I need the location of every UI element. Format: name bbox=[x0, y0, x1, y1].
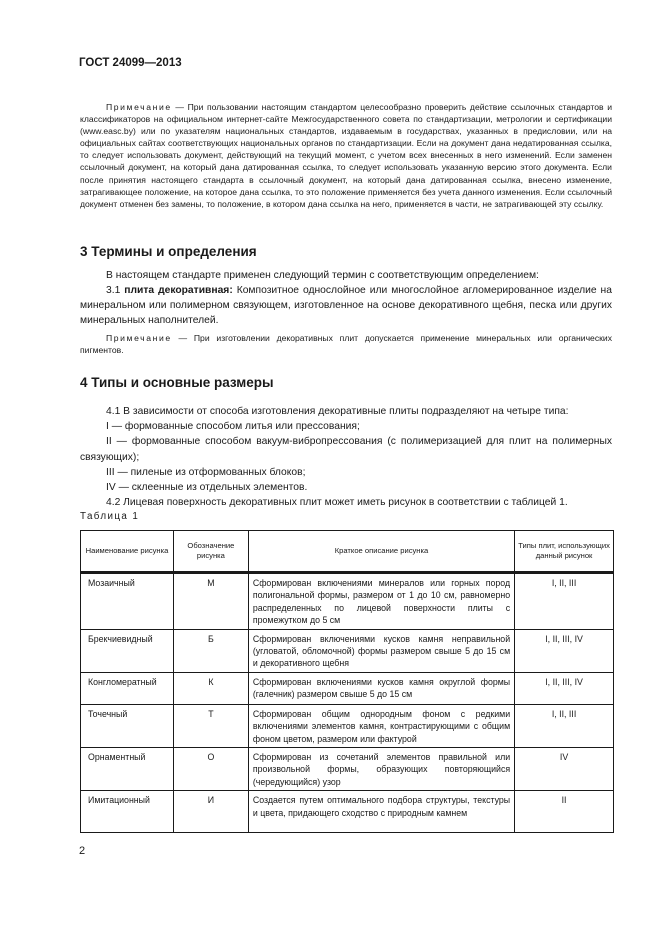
pattern-code: М bbox=[173, 573, 248, 630]
pattern-code: К bbox=[173, 672, 248, 704]
header-pattern-code: Обозначение рисунка bbox=[173, 531, 248, 573]
pattern-code: О bbox=[173, 748, 248, 791]
pattern-name: Орнаментный bbox=[81, 748, 174, 791]
type-item: II — формованные способом вакуум-вибропрессования (с полимеризацией для плит на полимерных связующих); bbox=[80, 436, 612, 463]
document-header: ГОСТ 24099—2013 bbox=[79, 57, 182, 69]
header-pattern-name: Наименование рисунка bbox=[81, 531, 174, 573]
slab-types: I, II, III bbox=[515, 573, 614, 630]
slab-types: IV bbox=[515, 748, 614, 791]
pattern-name: Имитационный bbox=[81, 791, 174, 833]
pattern-name: Конгломератный bbox=[81, 672, 174, 704]
slab-types: I, II, III, IV bbox=[515, 672, 614, 704]
section-3-intro: В настоящем стандарте применен следующий термин с соответствующим определением: bbox=[106, 270, 539, 281]
note-text: — При пользовании настоящим стандартом целесообразно проверить действие ссылочных стандартов и классификаторов на официальном интернет-сайте Межгосударственного совета по стандартизации, метрологии и сертификации (www.easc.by) или по указателям национальных стандартов, издаваемым в государствах, указанных в предисловии, или на официальных сайтах соответствующих национальных органов по стандартизации. Если на документ дана недатированная ссылка, то следует использовать документ, действующий на текущий момент, с учетом всех внесенных в него изменений. Если заменен ссылочный документ, на который дана датированная ссылка, то следует использовать указанную версию этого документа. Если после принятия настоящего стандарта в ссылочный документ, на который дана датированная ссылка, внесено изменение, затрагивающее положение, на которое дана ссылка, то это положение применяется без учета данного изменения. Если ссылочный документ отменен без замены, то положение, в котором дана ссылка на него, применяется в части, не затрагивающей эту ссылку. bbox=[80, 102, 612, 209]
pattern-description: Сформирован включениями кусков камня неправильной (угловатой, обломочной) формы размером свыше 5 до 15 см и декоративного щебня bbox=[248, 629, 514, 672]
pattern-description: Создается путем оптимального подбора структуры, текстуры и цвета, придающего сходство с природным камнем bbox=[248, 791, 514, 833]
term-name: плита декоративная: bbox=[124, 285, 233, 296]
pattern-code: И bbox=[173, 791, 248, 833]
paragraph-4-2-text: 4.2 Лицевая поверхность декоративных плит может иметь рисунок в соответствии с таблицей 1. bbox=[106, 497, 568, 509]
term-definition bbox=[80, 283, 612, 329]
header-pattern-description: Краткое описание рисунка bbox=[248, 531, 514, 573]
paragraph-4-1 bbox=[80, 404, 612, 510]
slab-types: I, II, III bbox=[515, 704, 614, 747]
term-note-text: — При изготовлении декоративных плит допускается применение минеральных или органических пигментов. bbox=[80, 333, 612, 356]
type-item: IV — склеенные из отдельных элементов. bbox=[106, 482, 308, 494]
pattern-name: Мозаичный bbox=[81, 573, 174, 630]
section-3-heading: 3 Термины и определения bbox=[80, 244, 257, 259]
slab-types: II bbox=[515, 791, 614, 833]
reference-note bbox=[80, 101, 612, 210]
pattern-name: Точечный bbox=[81, 704, 174, 747]
slab-types: I, II, III, IV bbox=[515, 629, 614, 672]
term-note-label: Примечание bbox=[106, 333, 172, 343]
table-header-row bbox=[81, 531, 614, 573]
table-row bbox=[81, 704, 614, 747]
table-row bbox=[81, 672, 614, 704]
table-caption: Таблица 1 bbox=[80, 511, 140, 522]
page-number: 2 bbox=[79, 845, 86, 857]
table-row bbox=[81, 748, 614, 791]
term-definition-text: Композитное однослойное или многослойное агломерированное изделие на минеральном или полимерном связующем, изготовленное на основе декоративного щебня, песка или других минеральных наполнителей. bbox=[80, 285, 612, 327]
term-number: 3.1 bbox=[106, 285, 125, 296]
pattern-description: Сформирован из сочетаний элементов правильной или произвольной формы, образующих повторяющийся (чередующийся) узор bbox=[248, 748, 514, 791]
paragraph-4-1-text: 4.1 В зависимости от способа изготовления декоративные плиты подразделяют на четыре типа: bbox=[106, 406, 569, 417]
pattern-description: Сформирован общим однородным фоном с редкими включениями элементов камня, контрастирующими с общим фоном цветом, размером или фактурой bbox=[248, 704, 514, 747]
type-item: III — пиленые из отформованных блоков; bbox=[106, 466, 306, 478]
table-row bbox=[81, 791, 614, 833]
type-item: I — формованные способом литья или прессования; bbox=[106, 421, 360, 433]
term-note bbox=[80, 332, 612, 356]
pattern-name: Брекчиевидный bbox=[81, 629, 174, 672]
pattern-code: Т bbox=[173, 704, 248, 747]
pattern-table bbox=[80, 530, 614, 833]
note-label: Примечание bbox=[106, 102, 172, 112]
pattern-description: Сформирован включениями минералов или горных пород полигональной формы, размером от 1 до 10 см, равномерно распределенных по лицевой поверхности плиты с промежутком до 5 см bbox=[248, 573, 514, 630]
header-slab-types: Типы плит, использующих данный рисунок bbox=[515, 531, 614, 573]
table-row bbox=[81, 573, 614, 630]
pattern-description: Сформирован включениями кусков камня округлой формы (галечник) размером свыше 5 до 15 см bbox=[248, 672, 514, 704]
section-4-heading: 4 Типы и основные размеры bbox=[80, 375, 274, 390]
table-row bbox=[81, 629, 614, 672]
pattern-code: Б bbox=[173, 629, 248, 672]
